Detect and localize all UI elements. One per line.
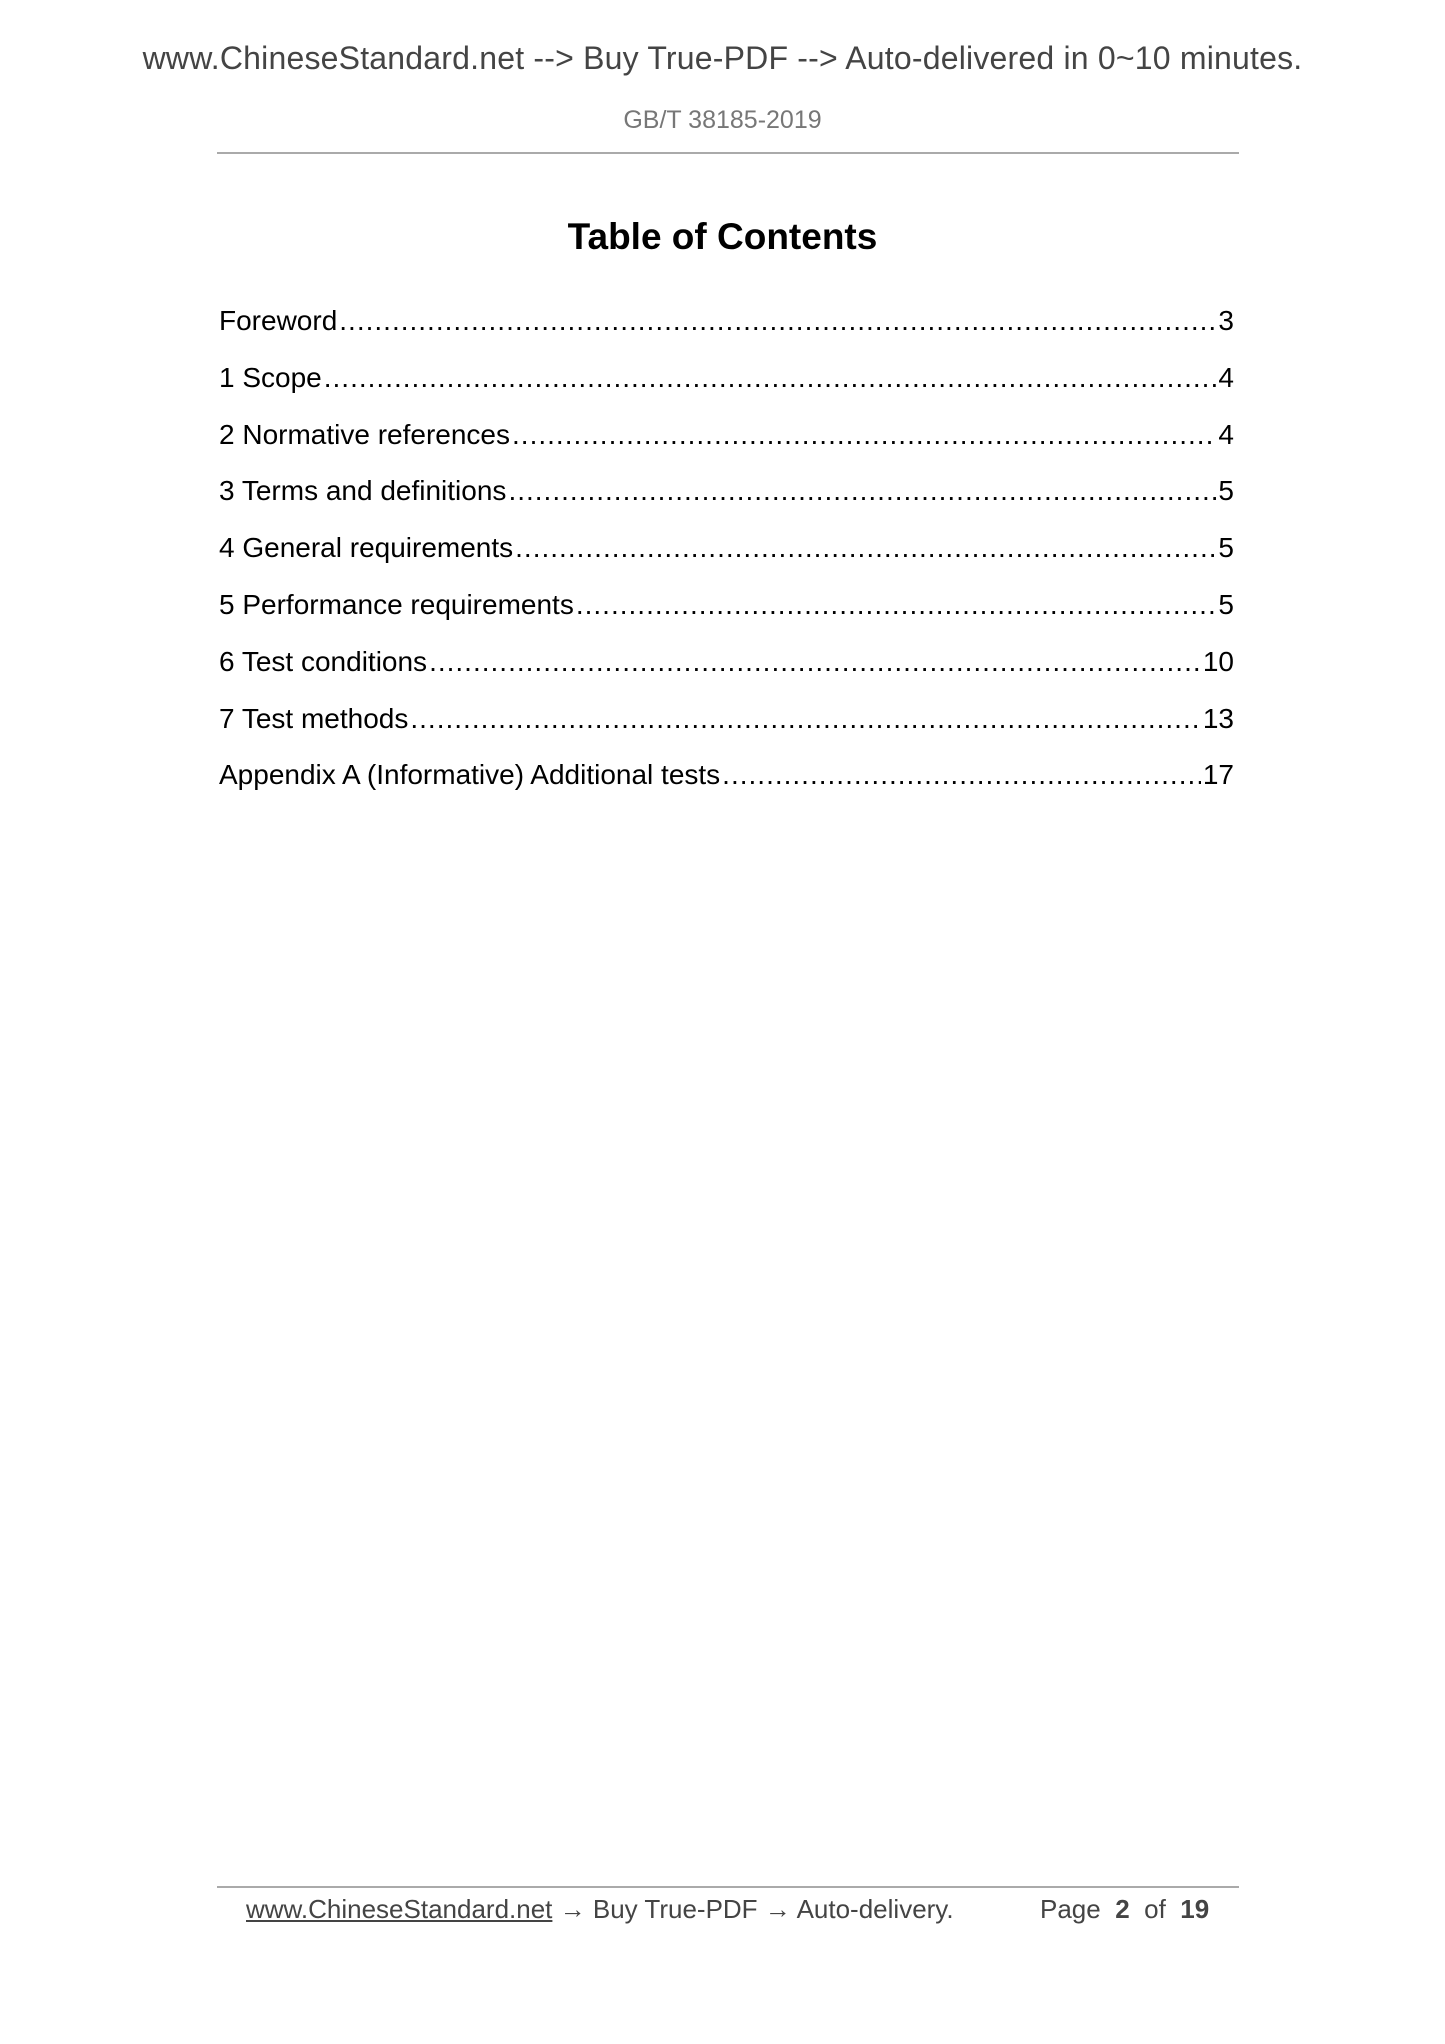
dot-leader <box>508 475 1216 507</box>
dot-leader <box>512 419 1216 451</box>
toc-entry-general-requirements[interactable] <box>219 532 1234 589</box>
toc-page: 13 <box>1202 702 1234 734</box>
toc-label: 3 Terms and definitions <box>219 475 507 507</box>
header-banner: www.ChineseStandard.net --> Buy True-PDF --> Auto-delivered in 0~10 minutes. <box>142 40 1303 76</box>
footer-divider <box>217 1886 1239 1888</box>
toc-entry-terms[interactable] <box>219 475 1234 532</box>
toc-label: Foreword <box>219 305 338 336</box>
page-indicator <box>1040 1894 1209 1925</box>
toc-page: 10 <box>1202 645 1234 677</box>
footer-site-link[interactable]: www.ChineseStandard.net <box>246 1894 553 1924</box>
footer-note <box>246 1894 954 1925</box>
toc-entry-performance-requirements[interactable] <box>219 589 1234 646</box>
toc-label: 6 Test conditions <box>219 645 428 677</box>
toc-page: 4 <box>1218 361 1234 393</box>
toc-page: 5 <box>1218 475 1234 507</box>
toc-entry-foreword[interactable] <box>219 305 1234 362</box>
toc-label: 2 Normative references <box>219 418 511 450</box>
dot-leader <box>339 305 1216 337</box>
of-label: of <box>1144 1894 1166 1924</box>
toc-label: 5 Performance requirements <box>219 588 574 620</box>
toc-entry-appendix-a[interactable] <box>219 759 1234 816</box>
dot-leader <box>722 759 1201 791</box>
toc-page: 4 <box>1218 418 1234 450</box>
toc-page: 3 <box>1218 305 1234 336</box>
dot-leader <box>410 703 1200 735</box>
dot-leader <box>515 532 1216 564</box>
dot-leader <box>324 362 1217 394</box>
toc-entry-test-conditions[interactable] <box>219 646 1234 703</box>
toc-page: 5 <box>1218 588 1234 620</box>
header-divider <box>217 152 1239 154</box>
toc-entry-normative-references[interactable] <box>219 419 1234 476</box>
dot-leader <box>429 646 1201 678</box>
page-label: Page <box>1040 1894 1101 1924</box>
footer-text: → Buy True-PDF → Auto-delivery. <box>552 1894 954 1924</box>
current-page: 2 <box>1115 1894 1130 1924</box>
toc-entry-test-methods[interactable] <box>219 703 1234 760</box>
toc-page: 5 <box>1218 532 1234 564</box>
table-of-contents <box>219 305 1234 816</box>
document-code: GB/T 38185-2019 <box>623 106 822 134</box>
toc-label: Appendix A (Informative) Additional tests <box>219 759 721 791</box>
toc-label: 7 Test methods <box>219 702 409 734</box>
page-title: Table of Contents <box>567 216 878 257</box>
dot-leader <box>576 589 1217 621</box>
toc-label: 1 Scope <box>219 361 322 393</box>
toc-label: 4 General requirements <box>219 532 514 564</box>
toc-page: 17 <box>1202 759 1234 791</box>
total-pages: 19 <box>1180 1894 1210 1924</box>
toc-entry-scope[interactable] <box>219 362 1234 419</box>
